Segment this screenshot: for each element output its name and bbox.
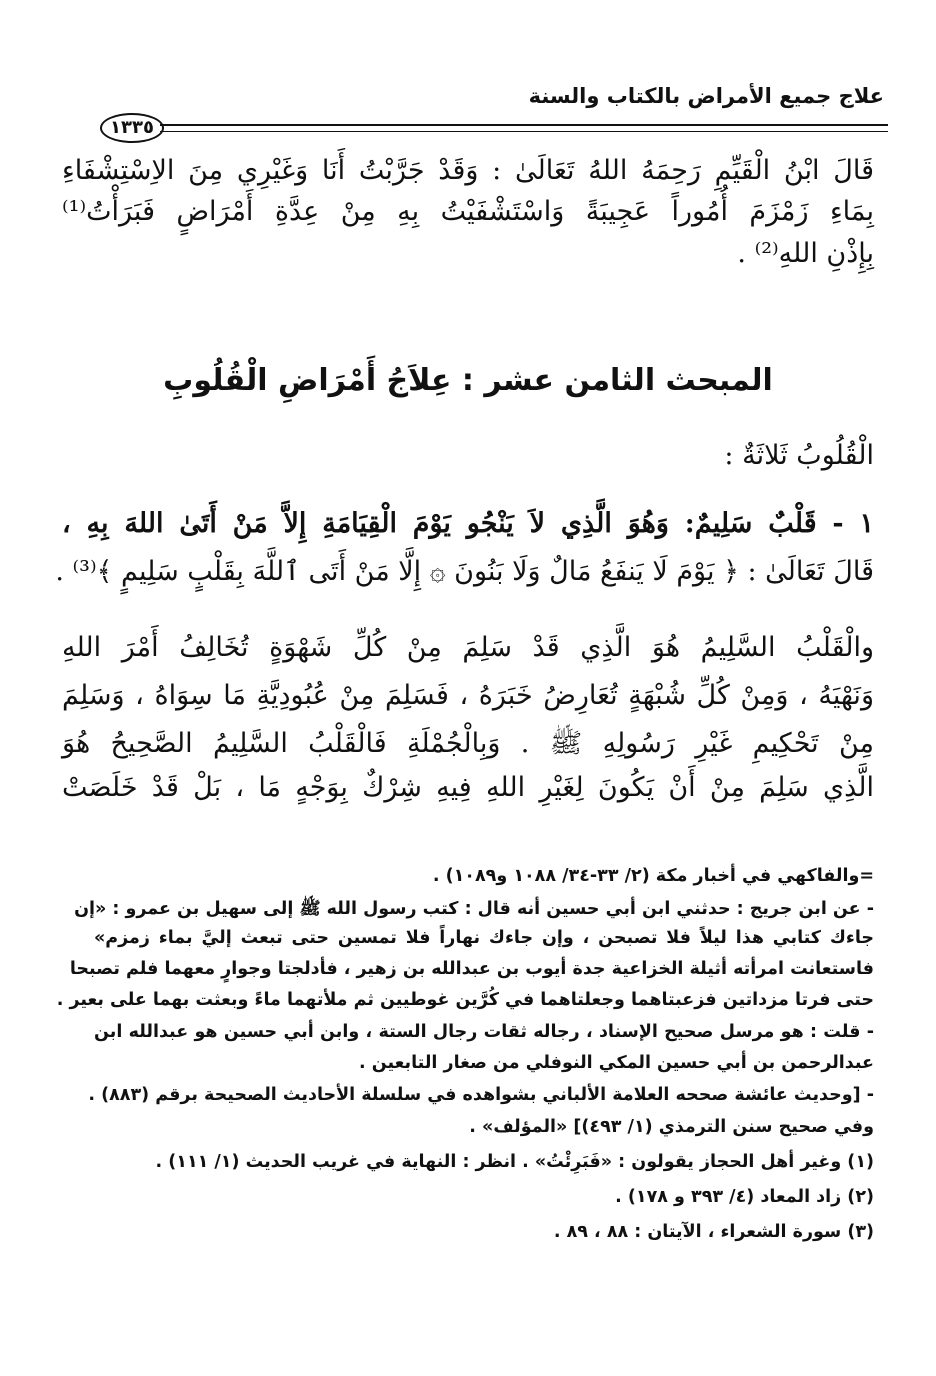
footnote-2: (٢) زاد المعاد (٤/ ٣٩٣ و ١٧٨) . — [615, 1187, 874, 1207]
footnote-line: حتى فرتا مزداتين فزعبتاهما وجعلتاهما في كُرَّين غوطيين ثم ملأتهما ماءً وبعثت بهما على بعير . — [56, 990, 874, 1010]
intro-line: قَالَ ابْنُ الْقَيِّمِ رَحِمَهُ اللهُ تَعَالَىٰ : وَقَدْ جَرَّبْتُ أَنَا وَغَيْرِي مِنَ الاِسْتِشْفَاءِ — [62, 155, 874, 186]
paragraph-line: والْقَلْبُ السَّلِيمُ هُوَ الَّذِي قَدْ سَلِمَ مِنْ كُلِّ شَهْوَةٍ تُخَالِفُ أَمْرَ اللهِ — [62, 632, 874, 663]
intro-line: بِإِذْنِ اللهِ⁽²⁾ . — [737, 238, 874, 269]
section-heading: المبحث الثامن عشر : عِلاَجُ أَمْرَاضِ الْقُلُوبِ — [163, 363, 773, 398]
quran-verse-line: قَالَ تَعَالَىٰ : ﴿ يَوْمَ لَا يَنفَعُ مَالٌ وَلَا بَنُونَ ۞ إِلَّا مَنْ أَتَى ٱللَّهَ بِقَلْبٍ سَلِيمٍ ﴾⁽³⁾ . — [55, 556, 874, 587]
paragraph-line: وَنَهْيَهُ ، وَمِنْ كُلِّ شُبْهَةٍ تُعَارِضُ خَبَرَهُ ، فَسَلِمَ مِنْ عُبُودِيَّةِ مَا سِوَاهُ ، وَسَلِمَ — [62, 680, 874, 711]
footnote-line: عبدالرحمن بن أبي حسين المكي النوفلي من صغار التابعين . — [359, 1053, 874, 1073]
footnote-line: فاستعانت امرأته أثيلة الخزاعية جدة أيوب بن عبدالله بن زهير ، فأدلجتا وجوارٍ معهما فلم تصبحا — [69, 959, 874, 979]
intro-line: بِمَاءِ زَمْزَمَ أُمُوراً عَجِيبَةً وَاسْتَشْفَيْتُ بِهِ مِنْ عِدَّةِ أَمْرَاضٍ فَبَرَأْتُ⁽¹⁾ — [62, 196, 874, 227]
paragraph-line: مِنْ تَحْكِيمِ غَيْرِ رَسُولِهِ ﷺ . وَبِالْجُمْلَةِ فَالْقَلْبُ السَّلِيمُ الصَّحِيحُ هُوَ — [62, 728, 874, 759]
subheading: الْقُلُوبُ ثَلاثَةٌ : — [724, 440, 874, 471]
running-title: علاج جميع الأمراض بالكتاب والسنة — [528, 84, 884, 108]
footnote-line: - [وحديث عائشة صححه العلامة الألباني بشواهده في سلسلة الأحاديث الصحيحة برقم (٨٨٣) . — [88, 1085, 874, 1105]
footnote-1: (١) وغير أهل الحجاز يقولون : «فَبَرِئْتُ» . انظر : النهاية في غريب الحديث (١/ ١١١) . — [155, 1152, 874, 1172]
footnote-line: جاءك كتابي هذا ليلاً فلا تصبحن ، وإن جاءك نهاراً فلا تمسين حتى تبعث إليَّ بماء زمزم» — [94, 928, 874, 948]
footnote-line: وفي صحيح سنن الترمذي (١/ ٤٩٣)] «المؤلف» . — [469, 1117, 874, 1137]
paragraph-line: الَّذِي سَلِمَ مِنْ أَنْ يَكُونَ لِغَيْرِ اللهِ فِيهِ شِرْكٌ بِوَجْهٍ مَا ، بَلْ قَدْ خَلَصَتْ — [62, 772, 874, 803]
footnote-3: (٣) سورة الشعراء ، الآيتان : ٨٨ ، ٨٩ . — [553, 1222, 874, 1242]
page-number: ١٣٣٥ — [100, 113, 164, 143]
footnote-line: =والفاكهي في أخبار مكة (٢/ ٣٣-٣٤/ ١٠٨٨ و١٠٨٩) . — [432, 866, 874, 886]
item-1-line: ١ - قَلْبٌ سَلِيمٌ: وَهُوَ الَّذِي لاَ يَنْجُو يَوْمَ الْقِيَامَةِ إِلاَّ مَنْ أَتَىٰ اللهَ بِهِ ، — [62, 508, 874, 539]
footnote-line: - قلت : هو مرسل صحيح الإسناد ، رجاله ثقات رجال الستة ، وابن أبي حسين هو عبدالله ابن — [94, 1022, 874, 1042]
header-rule — [160, 124, 888, 132]
footnote-line: - عن ابن جريج : حدثني ابن أبي حسين أنه قال : كتب رسول الله ﷺ إلى سهيل بن عمرو : «إن — [74, 899, 874, 919]
